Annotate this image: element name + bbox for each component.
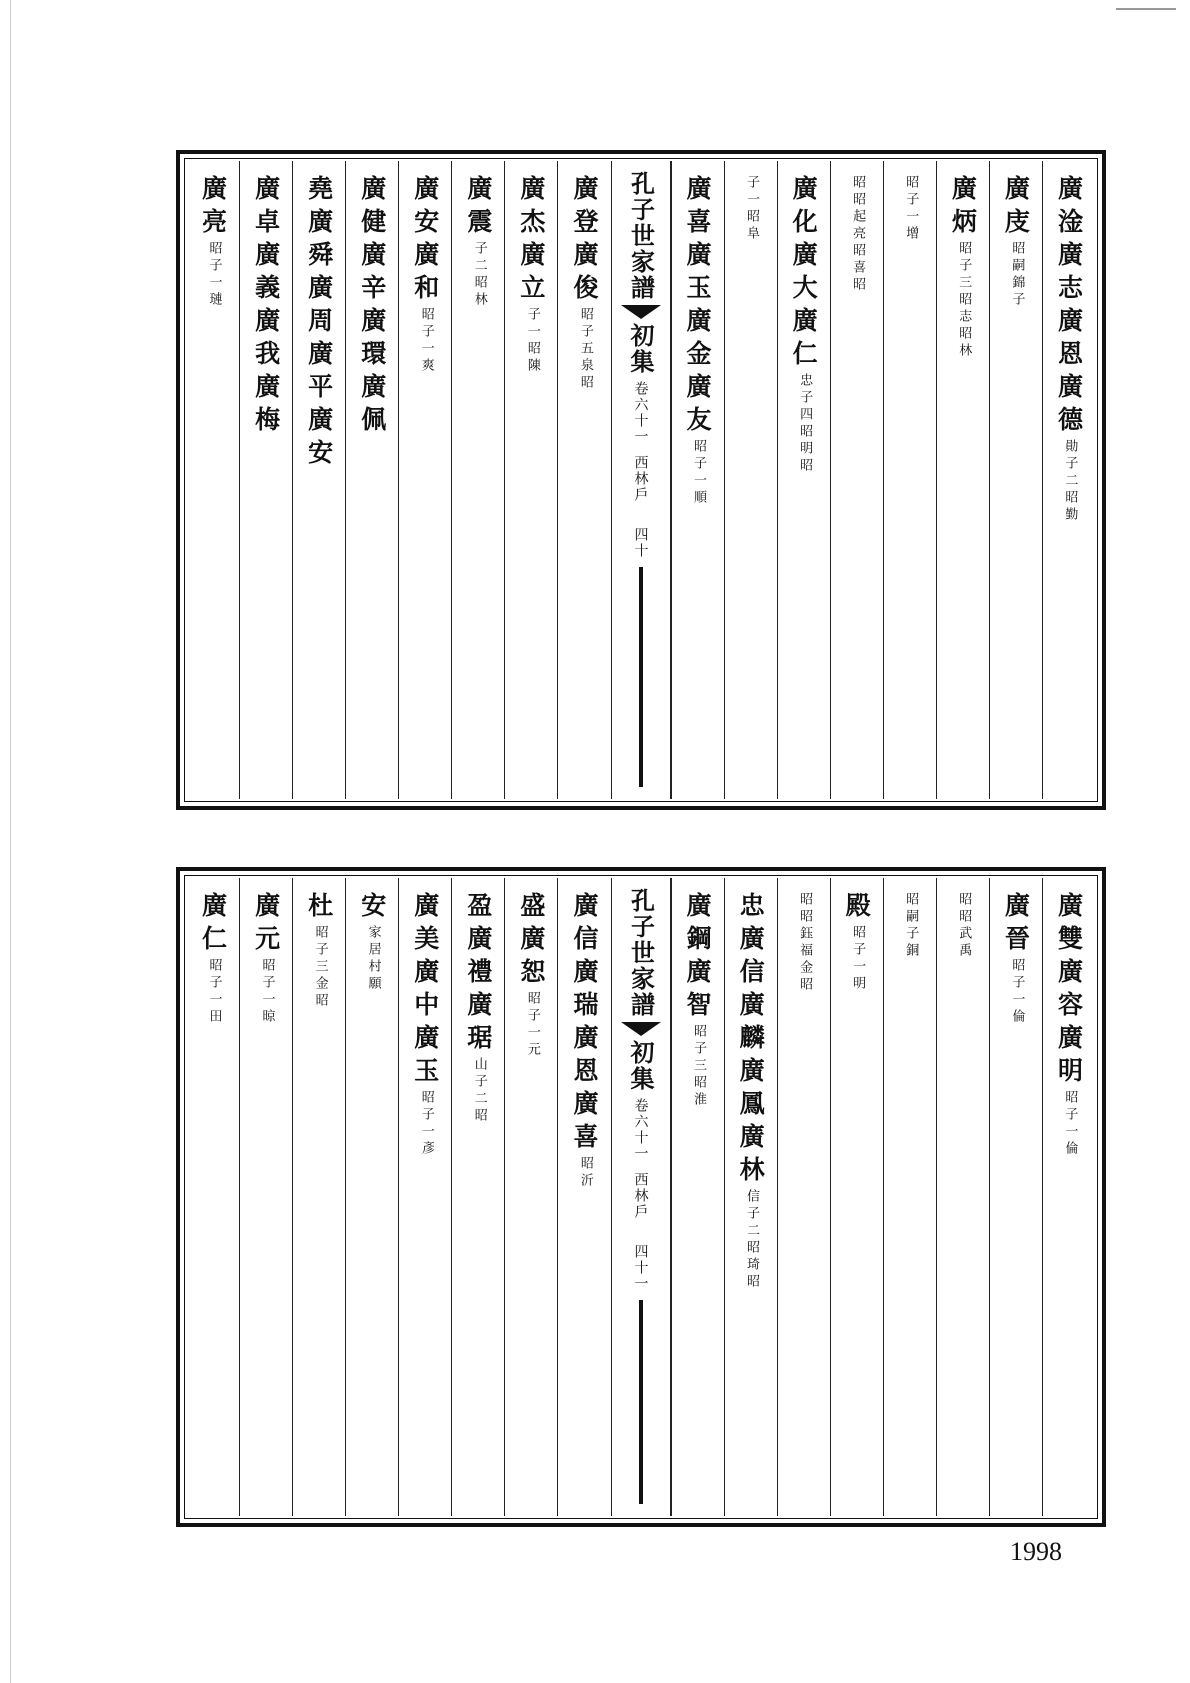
book-title: 孔子世家譜 (626, 888, 656, 1018)
column-note: 昭子三昭志昭林 (956, 241, 972, 360)
column-entry: 杜 (304, 892, 334, 925)
genealogy-column (777, 161, 830, 799)
genealogy-column (451, 878, 504, 1516)
leaf-number: 四十一 (632, 1244, 649, 1292)
column-entry: 廣晉 (1001, 892, 1031, 958)
column-entry: 廣亮 (198, 175, 228, 241)
column-note: 忠子四昭明昭 (797, 373, 813, 475)
column-entry: 廣炳 (948, 175, 978, 241)
genealogy-column (345, 878, 398, 1516)
column-note: 昭子三昭淮 (690, 1024, 706, 1109)
column-entry: 廣庋 (1001, 175, 1031, 241)
book-title: 孔子世家譜 (626, 171, 656, 301)
genealogy-column (398, 878, 451, 1516)
page-number: 1998 (1010, 1537, 1062, 1566)
genealogy-page-bottom (176, 867, 1106, 1527)
column-entry: 廣淦廣志廣恩廣德 (1054, 175, 1084, 439)
genealogy-column (830, 878, 883, 1516)
column-entry: 廣雙廣容廣明 (1054, 892, 1084, 1090)
scan-edge-mark (1116, 8, 1176, 10)
column-note: 山子二昭 (471, 1057, 487, 1125)
column-entry: 盛廣恕 (516, 892, 546, 991)
column-note: 昭子一順 (690, 439, 706, 507)
column-note: 昭昭鈺福金昭 (797, 892, 813, 994)
column-container-bottom (187, 878, 1095, 1516)
column-entry: 廣震 (463, 175, 493, 241)
column-note: 昭子一倫 (1062, 1090, 1078, 1158)
genealogy-column (239, 878, 292, 1516)
genealogy-column (187, 878, 239, 1516)
genealogy-column (936, 878, 989, 1516)
genealogy-column (504, 878, 557, 1516)
genealogy-column (557, 878, 610, 1516)
genealogy-column (451, 161, 504, 799)
column-note: 昭沂 (577, 1156, 593, 1190)
fish-tail-mark (621, 305, 661, 319)
column-note: 昭子一爽 (418, 307, 434, 375)
column-entry: 廣鋼廣智 (683, 892, 713, 1024)
genealogy-column (292, 161, 345, 799)
genealogy-column (398, 161, 451, 799)
column-entry: 廣登廣俊 (569, 175, 599, 307)
genealogy-column (504, 161, 557, 799)
column-note: 子一昭陳 (524, 307, 540, 375)
volume-label: 卷六十一 (632, 381, 649, 445)
center-rule (639, 1300, 643, 1504)
column-entry: 堯廣舜廣周廣平廣安 (304, 175, 334, 472)
genealogy-column (777, 878, 830, 1516)
column-entry: 廣杰廣立 (516, 175, 546, 307)
column-entry: 安 (357, 892, 387, 925)
genealogy-column (989, 878, 1042, 1516)
column-note: 昭子五泉昭 (577, 307, 593, 392)
genealogy-column (557, 161, 610, 799)
column-note: 昭子一增 (903, 175, 919, 243)
center-title-column (611, 161, 671, 799)
genealogy-column (187, 161, 239, 799)
column-entry: 廣卓廣義廣我廣梅 (251, 175, 281, 439)
genealogy-column (1042, 161, 1095, 799)
household-label: 西林戶 (632, 1172, 649, 1220)
genealogy-column (830, 161, 883, 799)
column-note: 昭嗣子銅 (903, 892, 919, 960)
column-note: 昭嗣錦子 (1009, 241, 1025, 309)
genealogy-column (671, 878, 724, 1516)
genealogy-column (989, 161, 1042, 799)
column-entry: 廣安廣和 (410, 175, 440, 307)
column-note: 昭子一璉 (206, 241, 222, 309)
genealogy-column (936, 161, 989, 799)
column-note: 昭子一晾 (259, 958, 275, 1026)
column-entry: 廣美廣中廣玉 (410, 892, 440, 1090)
column-note: 昭昭武禹 (956, 892, 972, 960)
column-entry: 殿 (842, 892, 872, 925)
genealogy-page-top (176, 150, 1106, 810)
column-entry: 廣化廣大廣仁 (789, 175, 819, 373)
column-note: 信子二昭琦昭 (744, 1189, 760, 1291)
column-entry: 廣健廣辛廣環廣佩 (357, 175, 387, 439)
column-note: 昭昭起亮昭喜昭 (850, 175, 866, 294)
column-note: 勛子二昭勤 (1062, 439, 1078, 524)
genealogy-column (292, 878, 345, 1516)
column-note: 昭子一明 (850, 925, 866, 993)
center-title-column (611, 878, 671, 1516)
column-note: 昭子一田 (206, 958, 222, 1026)
edition-label: 初集 (626, 323, 655, 375)
column-note: 家居村願 (365, 925, 381, 993)
genealogy-column (671, 161, 724, 799)
column-note: 子一昭阜 (744, 175, 760, 243)
page-edge-line (10, 0, 11, 1683)
genealogy-column (345, 161, 398, 799)
column-entry: 廣喜廣玉廣金廣友 (683, 175, 713, 439)
genealogy-column (239, 161, 292, 799)
column-entry: 盈廣禮廣琚 (463, 892, 493, 1057)
column-note: 昭子三金昭 (312, 925, 328, 1010)
column-entry: 廣元 (251, 892, 281, 958)
column-note: 昭子一彥 (418, 1090, 434, 1158)
column-entry: 忠廣信廣麟廣鳳廣林 (736, 892, 766, 1189)
column-note: 子二昭林 (471, 241, 487, 309)
leaf-number: 四十 (632, 527, 649, 559)
column-entry: 廣信廣瑞廣恩廣喜 (569, 892, 599, 1156)
column-note: 昭子一元 (524, 991, 540, 1059)
genealogy-column (883, 161, 936, 799)
column-entry: 廣仁 (198, 892, 228, 958)
fish-tail-mark (621, 1022, 661, 1036)
center-rule (639, 567, 643, 787)
column-container-top (187, 161, 1095, 799)
volume-label: 卷六十一 (632, 1098, 649, 1162)
edition-label: 初集 (626, 1040, 655, 1092)
household-label: 西林戶 (632, 455, 649, 503)
genealogy-column (724, 878, 777, 1516)
genealogy-column (1042, 878, 1095, 1516)
column-note: 昭子一倫 (1009, 958, 1025, 1026)
genealogy-column (724, 161, 777, 799)
genealogy-column (883, 878, 936, 1516)
